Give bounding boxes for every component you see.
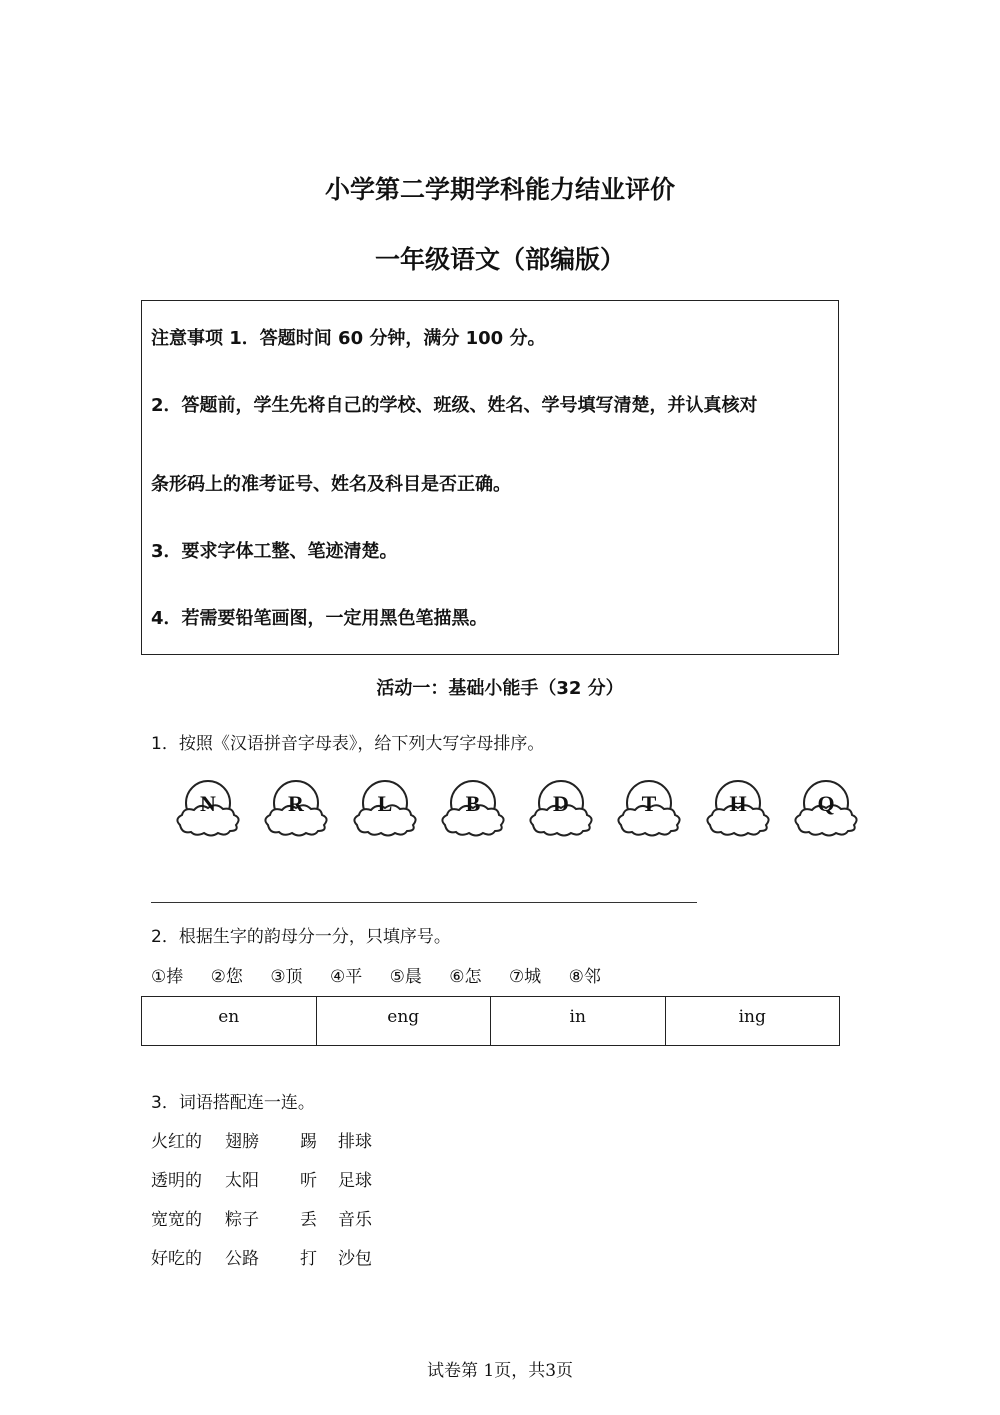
character-item: ①捧 xyxy=(151,967,184,987)
notice-line-5: 4．若需要铅笔画图，一定用黑色笔描黑。 xyxy=(151,608,488,629)
character-item: ⑥怎 xyxy=(449,967,482,987)
match-noun[interactable]: 翅膀 xyxy=(225,1132,259,1152)
match-verb[interactable]: 打 xyxy=(300,1249,317,1269)
notice-line-4: 3．要求字体工整、笔迹清楚。 xyxy=(151,541,398,562)
rhyme-table xyxy=(141,996,840,1046)
match-verb[interactable]: 踢 xyxy=(300,1132,317,1152)
balloon-letter-text: B xyxy=(465,791,481,816)
balloon-letter xyxy=(613,775,685,847)
table-cell-ing[interactable]: ing xyxy=(665,997,840,1046)
table-cell-in[interactable]: in xyxy=(491,997,666,1046)
match-object[interactable]: 足球 xyxy=(338,1171,372,1191)
balloon-letter-text: R xyxy=(288,791,304,816)
balloon-letter xyxy=(525,775,597,847)
question-1: 1．按照《汉语拼音字母表》，给下列大写字母排序。 xyxy=(151,734,545,754)
match-object[interactable]: 排球 xyxy=(338,1132,372,1152)
page-title: 小学第二学期学科能力结业评价 xyxy=(324,175,675,204)
character-item: ④平 xyxy=(329,967,363,987)
question-2: 2．根据生字的韵母分一分，只填序号。 xyxy=(151,927,451,947)
notice-line-1: 注意事项 1．答题时间 60 分钟，满分 100 分。 xyxy=(151,328,546,349)
match-noun[interactable]: 粽子 xyxy=(225,1210,259,1230)
notice-line-3: 条形码上的准考证号、姓名及科目是否正确。 xyxy=(151,474,511,495)
balloon-letter xyxy=(702,775,774,847)
match-row xyxy=(151,1166,451,1190)
table-cell-en[interactable]: en xyxy=(142,997,317,1046)
character-item: ③顶 xyxy=(270,967,303,987)
match-verb[interactable]: 听 xyxy=(300,1171,317,1191)
match-object[interactable]: 沙包 xyxy=(338,1249,372,1269)
balloon-letter xyxy=(260,775,332,847)
answer-line[interactable] xyxy=(151,902,697,903)
section-title-activity-1: 活动一：基础小能手（32 分） xyxy=(376,678,624,699)
character-item: ②您 xyxy=(210,967,243,987)
letter-balloons xyxy=(172,775,872,850)
match-row xyxy=(151,1205,451,1229)
match-object[interactable]: 音乐 xyxy=(338,1210,372,1230)
page-footer: 试卷第 1页，共3页 xyxy=(426,1361,574,1381)
match-adjective[interactable]: 宽宽的 xyxy=(151,1210,202,1230)
match-adjective[interactable]: 火红的 xyxy=(151,1132,202,1152)
table-cell-eng[interactable]: eng xyxy=(316,997,491,1046)
balloon-letter xyxy=(790,775,862,847)
character-item: ⑦城 xyxy=(508,967,542,987)
table-row xyxy=(142,997,840,1046)
character-item: ⑤晨 xyxy=(389,967,422,987)
question-3: 3．词语搭配连一连。 xyxy=(151,1093,315,1113)
balloon-letter-text: L xyxy=(377,791,393,816)
match-row xyxy=(151,1244,451,1268)
balloon-letter-text: T xyxy=(641,791,657,816)
character-list xyxy=(151,962,623,987)
match-noun[interactable]: 公路 xyxy=(225,1249,259,1269)
page-subtitle: 一年级语文（部编版） xyxy=(374,245,625,274)
balloon-letter xyxy=(437,775,509,847)
balloon-letter-text: Q xyxy=(817,791,835,816)
balloon-letter xyxy=(349,775,421,847)
balloon-letter-text: N xyxy=(200,791,216,816)
match-row xyxy=(151,1127,451,1151)
character-item: ⑧邻 xyxy=(568,967,601,987)
match-adjective[interactable]: 好吃的 xyxy=(151,1249,202,1269)
balloon-letter-text: D xyxy=(553,791,569,816)
match-adjective[interactable]: 透明的 xyxy=(151,1171,202,1191)
notice-line-2: 2．答题前，学生先将自己的学校、班级、姓名、学号填写清楚，并认真核对 xyxy=(151,395,758,416)
match-verb[interactable]: 丢 xyxy=(300,1210,317,1230)
match-noun[interactable]: 太阳 xyxy=(225,1171,259,1191)
balloon-letter xyxy=(172,775,244,847)
balloon-letter-text: H xyxy=(729,791,747,816)
